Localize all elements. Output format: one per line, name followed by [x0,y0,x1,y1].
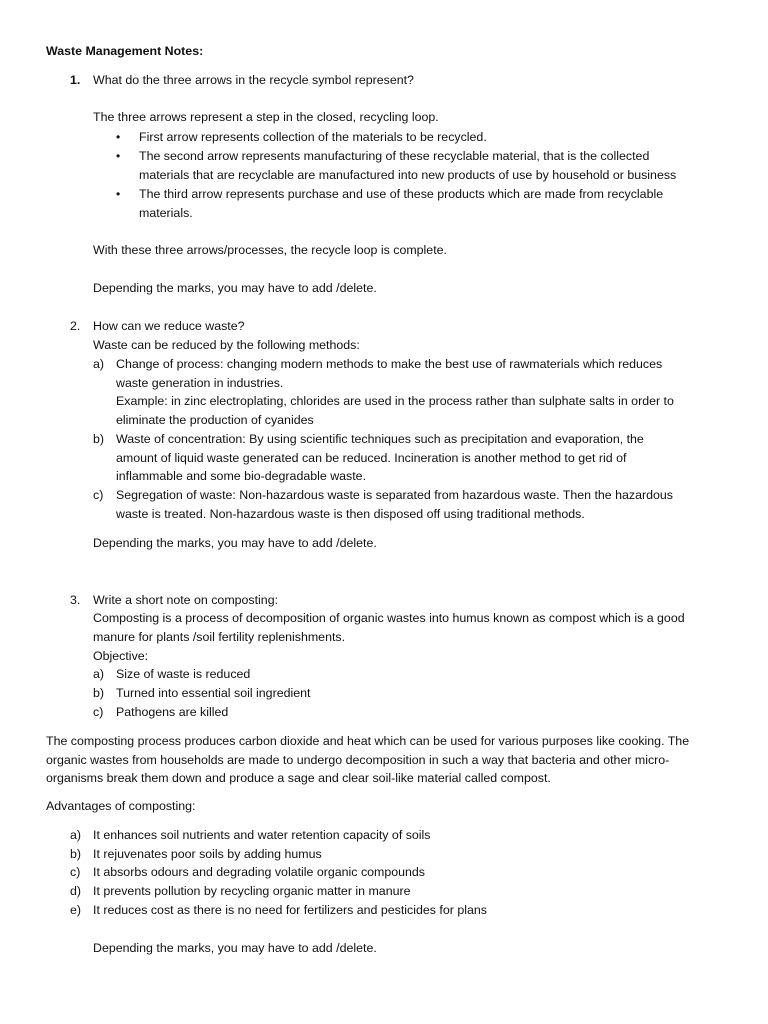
q1-intro: The three arrows represent a step in the closed, recycling loop. [93,110,439,124]
q3-definition-line-2: manure for plants /soil fertility replenishments. [93,630,346,644]
q1-bullet-1: First arrow represents collection of the materials to be recycled. [139,130,487,144]
advantage-item: It absorbs odours and degrading volatile organic compounds [93,865,426,879]
q2-item-b-line-2: amount of liquid waste generated can be reduced. Incineration is another method to get rid of [116,451,627,465]
q3-objective-b: Turned into essential soil ingredient [116,686,311,700]
q2-item-a-label: a) [93,357,105,371]
q2-item-c-label: c) [93,488,104,502]
document-title: Waste Management Notes: [46,44,204,58]
q2-item-c-line-1: Segregation of waste: Non-hazardous waste is separated from hazardous waste. Then the hazardous [116,488,673,502]
advantages-heading: Advantages of composting: [46,799,196,813]
q1-number: 1. [70,73,81,87]
q1-marks-note: Depending the marks, you may have to add /delete. [93,281,377,295]
bullet-icon: • [116,130,121,144]
bullet-icon: • [116,149,121,163]
q3-objective-heading: Objective: [93,649,149,663]
q1-closing: With these three arrows/processes, the recycle loop is complete. [93,243,447,257]
process-line-1: The composting process produces carbon dioxide and heat which can be used for various purposes like cooking. The [46,734,690,748]
q2-marks-note: Depending the marks, you may have to add /delete. [93,536,377,550]
bullet-icon: • [116,187,121,201]
advantage-label: a) [70,828,82,842]
advantage-label: e) [70,903,82,917]
q1-question: What do the three arrows in the recycle symbol represent? [93,73,414,87]
q2-number: 2. [70,319,81,333]
q2-item-a-line-2: waste generation in industries. [116,376,284,390]
q2-item-b-line-1: Waste of concentration: By using scientific techniques such as precipitation and evaporation, the [116,432,644,446]
q2-item-c-line-2: waste is treated. Non-hazardous waste is then disposed off using traditional methods. [116,507,585,521]
q3-definition-line-1: Composting is a process of decomposition of organic wastes into humus known as compost which is a good [93,611,685,625]
q2-intro: Waste can be reduced by the following methods: [93,338,360,352]
q1-bullet-2-line-2: materials that are recyclable are manufactured into new products of use by household or business [139,168,677,182]
process-line-3: organisms break them down and produce a sage and clear soil-like material called compost. [46,771,551,785]
q3-objective-c: Pathogens are killed [116,705,229,719]
advantages-marks-note: Depending the marks, you may have to add /delete. [93,941,377,955]
q3-number: 3. [70,593,81,607]
q2-item-b-line-3: inflammable and some bio-degradable waste. [116,469,367,483]
q1-bullet-3-line-1: The third arrow represents purchase and use of these products which are made from recyclable [139,187,664,201]
q3-objective-a-label: a) [93,667,105,681]
q3-objective-a: Size of waste is reduced [116,667,251,681]
q3-question: Write a short note on composting: [93,593,279,607]
advantage-item: It rejuvenates poor soils by adding humus [93,847,322,861]
process-line-2: organic wastes from households are made to undergo decomposition in such a way that bacteria and other micro- [46,753,670,767]
advantage-item: It reduces cost as there is no need for fertilizers and pesticides for plans [93,903,487,917]
q3-objective-c-label: c) [93,705,104,719]
q3-objective-b-label: b) [93,686,105,700]
q2-item-b-label: b) [93,432,105,446]
q2-question: How can we reduce waste? [93,319,245,333]
q2-item-a-line-1: Change of process: changing modern methods to make the best use of rawmaterials which reduces [116,357,663,371]
advantage-label: c) [70,865,81,879]
q1-bullet-3-line-2: materials. [139,206,193,220]
advantage-label: d) [70,884,82,898]
advantage-item: It prevents pollution by recycling organic matter in manure [93,884,411,898]
q2-item-a-line-3: Example: in zinc electroplating, chlorides are used in the process rather than sulphate salts in order to [116,394,674,408]
q1-bullet-2-line-1: The second arrow represents manufacturing of these recyclable material, that is the collected [139,149,650,163]
advantage-label: b) [70,847,82,861]
advantage-item: It enhances soil nutrients and water retention capacity of soils [93,828,431,842]
q2-item-a-line-4: eliminate the production of cyanides [116,413,314,427]
